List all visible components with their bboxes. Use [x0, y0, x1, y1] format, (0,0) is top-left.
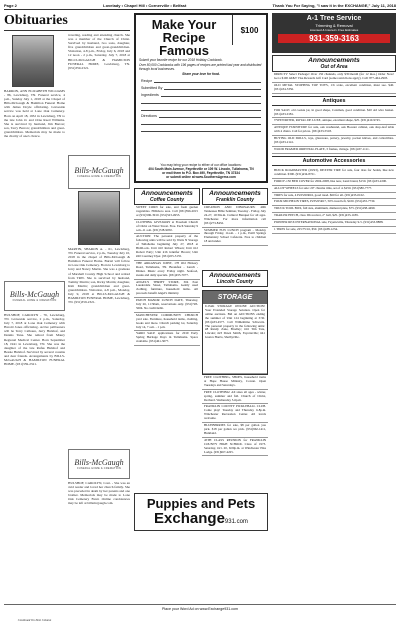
- funeral-home-logo-3: [68, 449, 130, 479]
- recipe-field-directions[interactable]: [141, 114, 261, 118]
- puppies-pets-ad[interactable]: [134, 493, 268, 531]
- coffee-ann-subtitle: Coffee County: [149, 197, 185, 203]
- storage-label: STORAGE: [203, 291, 267, 304]
- funeral-home-logo-sub: FUNERAL HOME & CREMATION: [77, 175, 121, 178]
- automotive-head: Automotive Accessories: [272, 156, 396, 166]
- funeral-home-logo-sub: FUNERAL HOME & CREMATION: [12, 299, 57, 302]
- lincoln-ann-head: [202, 270, 268, 287]
- footer-center: Place your Word Ad on www.Exchange931.com: [161, 606, 239, 611]
- tree-line3: Trimming & Removal: [315, 23, 353, 28]
- recipe-field-ingredients[interactable]: [141, 93, 261, 97]
- recipe-field-line: [161, 93, 261, 97]
- antiques-item: WOOD FRAMED ORIENTAL PLATE, 3 frames, vintage. (931)437-1111.: [272, 147, 396, 154]
- obit-photo-barron: [12, 35, 54, 87]
- coffee-ann-item: PATCH MANOR LUNCH DATE, Thursday, July 26, 11:30am, reservations only. (931)728-5004. No credit/debit.: [134, 298, 200, 313]
- automotive-item: BUICK ROADMASTER (29/93), DEXTER TIRE for sale, four tires for Sedan, like new condition. $300. (931)434-8721.: [272, 168, 396, 179]
- obit-barron: BARRON, ANN ELIZABETH WILLIAMS - 86, Lewisburg, TN. Funeral service, 4 p.m., Sunday July 1, 2018 at the Chapel of Bills-McGaugh & Hamilton Funeral Home with James Doyle officiating. Graveside service was held at Lone Oak Cemetery. Born on April 18, 1932 in Lewisburg, TN to the late John O. and Orna Reed Williams. She is survived by husband, Jim Barron; son, Terry Barron; grandchildren and great-grandchildren. Memorials may be made to the charity of one's choice.: [4, 89, 65, 139]
- recipe-field-line: [159, 114, 261, 118]
- obit-hulshof: HULSHOF, CAROLYN - 76, Lewisburg, TN. Graveside service, 2 p.m., Saturday, July 7, 2018 at Lone Oak Cemetery with Harold Jones officiating. Active pallbearers will be Terry Calhoun, Jerry Hulshof, and Dennis Tune. She retired from Maury Regional Medical Center. Born September 18, 1941 in Lewisburg, TN. She was the daughter of the late Rufus Hulshof and Bessie Hulshof. Survived by several cousins and dear friends. Arrangements by BILLS-McGAUGH & HAMILTON FUNERAL HOME. (931)359-2321.: [4, 313, 65, 367]
- recipe-field-line: [154, 79, 261, 83]
- coffee-ann-title: [135, 189, 199, 204]
- recipe-field-label: Recipe: [141, 79, 153, 83]
- recipe-header: [136, 15, 266, 57]
- right-list-a: [272, 108, 396, 154]
- recipe-field-line: [141, 121, 261, 125]
- franklin-ann-item: FREE CLOTHING, SHOES, household items at Hope House Ministry, Cowan. Open Tuesdays and Saturdays.: [202, 375, 268, 390]
- obituaries-title: Obituaries: [4, 13, 130, 31]
- coffee-ann-item: AUCTION: The personal property of the following units will be sold by Watts N Storage of Tullahoma beginning July 27, 2018 at Bid2Lock. Unit #10 Robert Wilson; Unit #12 Robert Patty; Unit #16 Jennifer Brown; Unit #20 Courtney Dyer. (931)455-3155.: [134, 234, 200, 260]
- franklin-ann-item: CREATION AND DINOSAURS: 40th Tennessee Bible Seminar, Tuesday - Friday, July 24-27, 10:30a.m. Cultural Banquet for all ages. Winchester. For more information call (931)273-8432.: [202, 205, 268, 228]
- franklin-ann-title-text: Announcements: [209, 190, 261, 197]
- automotive-item: FORD F-150 BED COVER for 2004-2008, like new, Lund brand, $150. (931)433-2200.: [272, 179, 396, 186]
- obit-barron-continued: traveling, reading and attending church. She was a member of the Church of Christ. Survived by husband, two sons, daughter, five grandchildren and great-grandchildren. Visitation, 4-8 p.m., Friday, July 6, 2018 and 12 noon - 2 p.m., Saturday, July 7, 2018 at BILLS-McGAUGH & HAMILTON FUNERAL HOME, Lewisburg, TN. (931)359-2321.: [68, 33, 130, 70]
- franklin-ann-head: [202, 188, 268, 205]
- coffee-ann-item: YARD SALE applications for 2019 Early Spring Heritage Days in Tullahoma. Space available. (931)461-3077.: [134, 331, 200, 346]
- out-of-area-item: DIRECTV Select Package! Over 150 channels, only $35/month (for 12 mos.) Order Now! Get a $100 AT&T Visa Rewards Gift Card (some restrictions apply). Call: 877-464-2903.: [272, 72, 396, 83]
- continued-note: Continued On Next Column: [17, 618, 52, 622]
- puppies-line2: [135, 511, 267, 530]
- obituaries-column: [4, 13, 130, 622]
- tree-phone: 931-359-3163: [278, 34, 390, 43]
- recipe-intro: Submit your favorite recipe for our 2018 Holiday Cookbook.: [139, 58, 223, 62]
- right-list-b: [272, 168, 396, 234]
- recipe-field-line: [164, 86, 261, 90]
- recipe-field-line: [141, 107, 261, 111]
- obit-martin: MARTIN, SHARON A. - 61, Lewisburg, TN. Funeral service, 2 p.m., Tuesday July 10, 2018 in the chapel of Bills-McGaugh & Hamilton Funeral Home. Burial will follow in Lone Oak Cemetery. Born in Lewisburg to Jerry and Nancy Martin. She was a graduate of Marshall County High School and retired from TRW. She is survived by husband, Tommy Martin; son, Ricky Martin; daughter, Kim Martin; grandchildren and great-grandchildren. Visitation, 4-8 p.m., Monday, July 9, 2018 at BILLS-McGAUGH & HAMILTON FUNERAL HOME, Lewisburg, TN. (931)359-2321.: [68, 247, 130, 305]
- recipe-contest-ad: [134, 13, 268, 183]
- recipe-foot-1: You may bring your recipe to either of our office locations:: [160, 163, 242, 167]
- tree-title-2: Service: [336, 15, 362, 22]
- page-number: Page 2: [4, 3, 17, 8]
- antiques-item: FOR SALE: old cookie jar, in good shape, Coleman, good condition. $20 old wire basket. (931)433-0181.: [272, 108, 396, 119]
- recipe-foot-2: 404 South Main Avenue, Fayetteville or 109 W. Lincoln, Tullahoma, TN: [148, 167, 254, 171]
- coffee-ann-list: [134, 205, 200, 346]
- recipe-title-line1: Make Your: [151, 17, 217, 32]
- recipe-heading: [136, 15, 232, 57]
- page-header: [4, 2, 396, 10]
- page-footer: [4, 604, 396, 612]
- antiques-head: Antiques: [272, 96, 396, 106]
- lincoln-ann-subtitle: Lincoln County: [216, 279, 254, 285]
- recipe-intro-2: Over 80,000 Cookbooks with 196 pages of recipes are printed last year and distributed through local businesses.: [139, 63, 262, 71]
- automotive-item: TRAILER HITCH, class III receiver, 2" ball, $25. (931)433-1189.: [272, 213, 396, 220]
- obit-photo-martin: [78, 191, 120, 245]
- out-of-area-item: OLD METAL STOPPING TOP TOYS, 1/6 scale, excellent condition, must see. $40. (931)434-3356.: [272, 83, 396, 94]
- header-towns: Lovelady • Chapel Hill • Cornerville • Belfast: [103, 3, 187, 8]
- recipe-line-blank: [141, 128, 261, 132]
- out-of-area-title-text: Announcements: [308, 57, 360, 64]
- right-column: [272, 13, 396, 602]
- puppies-brand: Exchange: [154, 510, 225, 527]
- coffee-ann-item: SWEET CORN for sale, and fresh garden vegetables. Hillsboro area. Call (931)596-2015 or (931)596-3910. (931)523-4953.: [134, 205, 200, 220]
- automotive-item: ALLOY WHEELS for sale: 20" chrome rims, set of 4. $250. (931)580-7777.: [272, 186, 396, 193]
- antiques-item: BUYING OLD DOLLS, toys, glassware, pottery, jewelry, pocket knives, and collectibles. (931)433-2141.: [272, 136, 396, 147]
- recipe-field-line: [141, 128, 261, 132]
- funeral-home-logo-text: Bills-McGaugh: [74, 458, 124, 467]
- coffee-ann-title-text: Announcements: [141, 190, 193, 197]
- tree-note: Licensed & Insured • Free Estimates: [309, 28, 359, 32]
- puppies-domain: 931.com: [224, 519, 248, 525]
- tree-title: A-1 Tree: [306, 15, 335, 22]
- franklin-ann-title: [203, 189, 267, 204]
- automotive-item: TIRES for sale, 4 P225/60R16, good tread. $60 for all. (931)433-0102.: [272, 193, 396, 200]
- obituaries-grid: [4, 33, 130, 622]
- out-of-area-head: [272, 55, 396, 72]
- recipe-line-blank: [141, 100, 261, 104]
- recipe-badge-text: $100: [240, 25, 259, 35]
- automotive-item: PIONEER REX INTERNATIONAL sale, Fayetteville, Thursday 9-5. (931)433-8888.: [272, 220, 396, 227]
- lincoln-ann-title: [203, 271, 267, 286]
- funeral-home-logo-text: Bills-McGaugh: [74, 166, 124, 175]
- recipe-field-label: Directions: [141, 114, 157, 118]
- automotive-item: 1 TIRES for sale, 225/75/16, $50. (931)438-1234.: [272, 227, 396, 234]
- automotive-item: TRUCK TOOL BOX, full size, aluminum, diamond plate, $75. (931)438-4499.: [272, 206, 396, 213]
- funeral-home-logo-1: [4, 281, 65, 311]
- storage-ad-middle: [202, 290, 268, 375]
- franklin-ann-item: FRANKLIN COUNTY PICKLEBALL CLUB. Come play! Tuesday and Thursday 6-8p.m. Winchester Recreation Center. All levels welcome.: [202, 404, 268, 423]
- franklin-ann-subtitle: Franklin County: [215, 197, 255, 203]
- franklin-ann-item: FREE CLOTHING! All sizes all ages - winter, spring, summer and fall. Church of Christ, Decherd. Wednesday 5-6p.m.: [202, 390, 268, 405]
- coffee-county-announcements: [134, 188, 200, 488]
- storage-ad-text: U-PAK STORAGE ONLINE AUCTION! Your Extended Storage Solution. Open for online auctions. Bid on AUCTIONS ending the summer of Unit 124 beginning at 3:30. (931)433-4577. Call Wilhelmina Schwartz. The personal property in the following units: #8 Randy Zane, Bradley; #16 Tim Tate, Lincoln; #23 Dawn Smith, Fayetteville; #41 Jessica Harris, Shelbyville.: [203, 304, 267, 374]
- puppies-line1: Puppies and Pets: [146, 496, 256, 511]
- obit-subcolumn-left: [4, 33, 65, 622]
- recipe-foot-3: or mail them to P.O. Box 490, Fayetteville, TN 37334: [162, 171, 240, 175]
- franklin-ann-item: 45TH CLASS REUNION for FRANKLIN COUNTY HIGH SCHOOL Class of 1973. Saturday, Oct. 20, 6:00p.m. at Winchester Elks Lodge. (931)967-4225.: [202, 438, 268, 457]
- header-slogan: Thank You For Saying, "I saw it in the EXCHANGE," July 11, 2018: [272, 3, 396, 8]
- franklin-ann-item: BLUEBERRIES for sale, $8 per gallon you pick. $18 per gallon we pick. (931)962-1411, Huntland.: [202, 423, 268, 438]
- recipe-field-label: Ingredients: [141, 93, 159, 97]
- recipe-line-blank: [141, 121, 261, 125]
- coffee-ann-item: MANCHESTER COMMUNITY CHURCH yard sale. Furniture, household items, clothing, books and more. Church parking lot, Saturday July 14, 7 a.m. - 1 p.m.: [134, 313, 200, 332]
- obit-subcolumn-right: [68, 33, 130, 581]
- recipe-field-submitter[interactable]: [141, 86, 261, 90]
- funeral-home-logo-sub: FUNERAL HOME & CREMATION: [77, 467, 121, 470]
- coffee-ann-item: ANGEL'S THRIFT STORE, 304 East Lauderdale Street, Tullahoma. Gently used clothing, furniture, household items. All proceeds benefit Angel's ministry.: [134, 280, 200, 299]
- lincoln-ann-title-text: Announcements: [209, 272, 261, 279]
- recipe-line-blank: [141, 107, 261, 111]
- funeral-home-logo-text: Bills-McGaugh: [9, 290, 60, 299]
- storage-auction-middle: [202, 290, 268, 490]
- tree-service-ad: [272, 13, 396, 53]
- antiques-item: TYPEWRITER, ROYAL DE LUXE, antique, excellent shape, $25. (931)410-9745.: [272, 118, 396, 125]
- recipe-share: Share your love for food.: [182, 72, 220, 76]
- automotive-item: FOUR MICHELIN TIRES, P235/65R17, 50% tread left, $100. (931)433-7730.: [272, 199, 396, 206]
- recipe-badge: [232, 15, 266, 45]
- franklin-county-announcements: [202, 188, 268, 270]
- obit-hulshof-continued: HULSHOF, CAROLYN, Cont. - She was an avid reader and loved her church family. She was preceded in death by her parents and one brother. Memorials may be made to Lone Oak Cemetery Fund. Online condolences may be left at billsmcgaugh.com.: [68, 481, 130, 506]
- coffee-ann-item: CLOTHING GIVEAWAY at Freedom Church of Christ on Water Street. Free. Each Saturday 9 a.m.-11 a.m. (931)728-9050.: [134, 220, 200, 235]
- recipe-title-line2: Recipe Famous: [159, 30, 209, 58]
- recipe-field-label: Submitted By: [141, 86, 163, 90]
- antiques-item: ANTIQUE FURNITURE for sale, oak washstand, oak Hoosier cabinet, oak drop-leaf table with 4 chairs. Call for prices. (931)433-5518.: [272, 125, 396, 136]
- recipe-footer: [139, 163, 263, 179]
- recipe-field-line: [141, 100, 261, 104]
- coffee-ann-head: [134, 188, 200, 205]
- recipe-field-name[interactable]: [141, 79, 261, 83]
- out-of-area-subtitle: Out of Area: [320, 64, 348, 70]
- out-of-area-title: [273, 56, 395, 71]
- franklin-ann-item: SUMMER FUN LUNCH program - Monday through Friday, 11a.m. - 1 p.m., Estill Springs Elementary School Cafeteria. Free to children 18 and under.: [202, 228, 268, 247]
- funeral-home-logo-2: [68, 155, 130, 189]
- coffee-ann-item: THE ARKANSAS JOINT, 178 Old Hickory Road, Tullahoma, TN. Breakfast - Lunch - Dinner. Music every Friday night. Seafood, steaks and daily specials. (931)455-7077.: [134, 261, 200, 280]
- recipe-foot-4: or submit online at www.SouthernAgemx.com: [166, 175, 236, 179]
- tree-line1: [272, 15, 396, 23]
